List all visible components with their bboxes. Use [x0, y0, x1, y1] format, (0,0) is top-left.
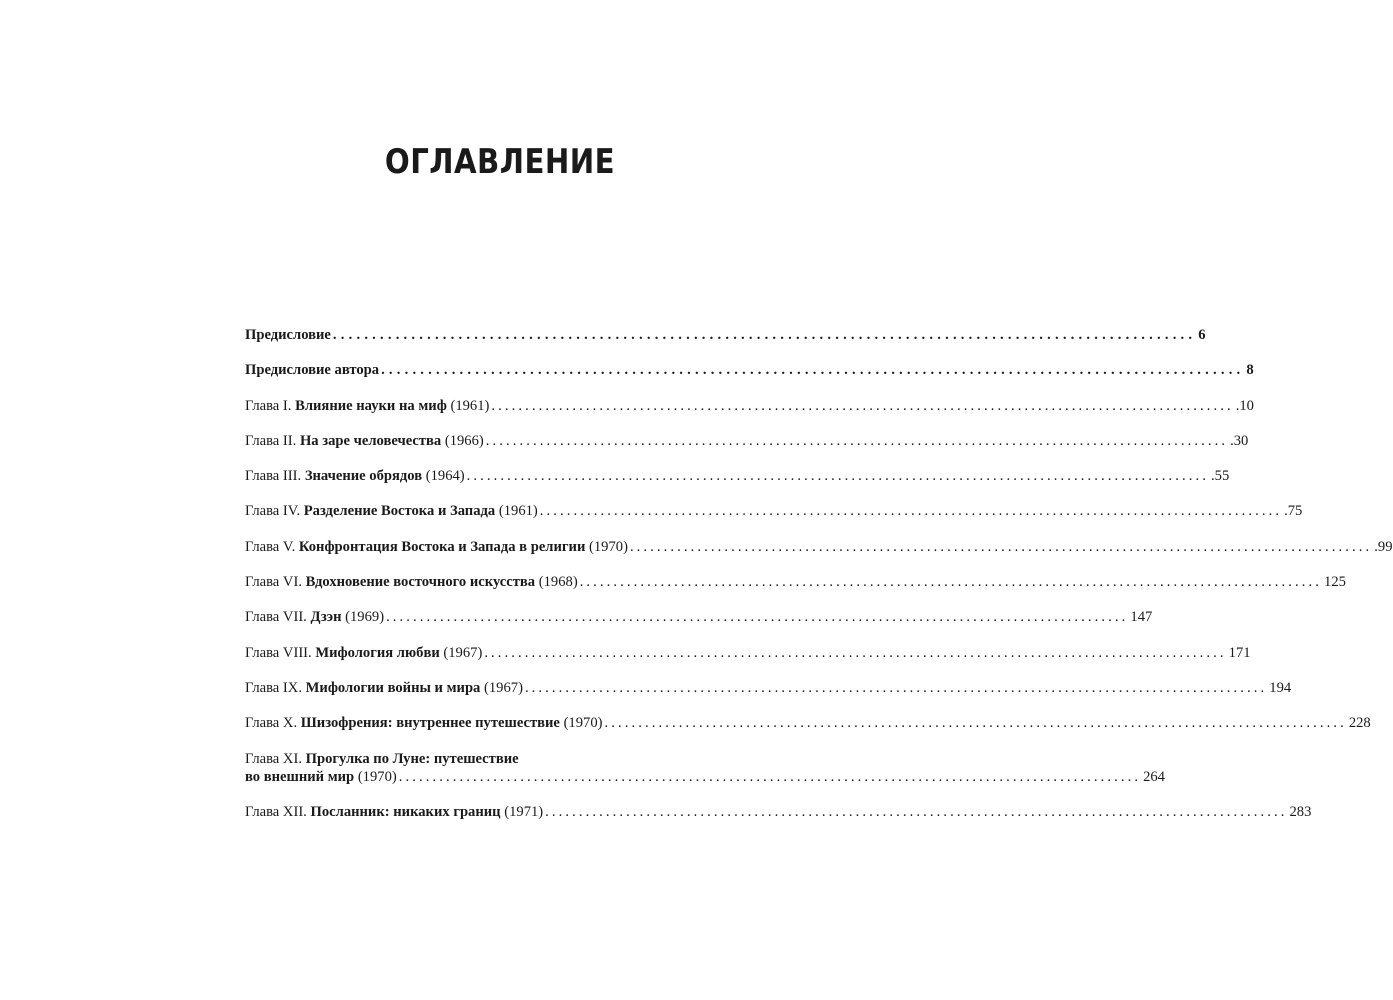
toc-page-number: .10 — [1235, 397, 1254, 414]
toc-leader-dots: .............................................................................................................. — [466, 468, 1209, 485]
toc-chapter-prefix: Глава VII. — [245, 609, 307, 626]
toc-entry-title: Вдохновение восточного искусства — [305, 574, 536, 591]
toc-entry-title: Конфронтация Востока и Запада в религии — [298, 538, 586, 555]
toc-entry-chapter-4[interactable] — [245, 502, 1303, 520]
table-of-contents — [245, 326, 1393, 838]
toc-entry-title-continued: во внешний мир — [245, 768, 355, 785]
toc-entry-title: Разделение Востока и Запада — [303, 503, 496, 520]
toc-page-number: 194 — [1269, 679, 1292, 696]
toc-chapter-prefix: Глава XI. — [245, 750, 302, 767]
toc-page-number: .55 — [1211, 468, 1230, 485]
toc-chapter-prefix: Глава X. — [245, 715, 298, 732]
toc-entry-year: (1966) — [444, 432, 484, 449]
toc-entry-year: (1970) — [563, 715, 603, 732]
toc-entry-chapter-2[interactable] — [245, 432, 1249, 450]
toc-entry-chapter-11[interactable] — [245, 750, 1165, 786]
toc-leader-dots: .............................................................................................................. — [386, 609, 1129, 626]
toc-leader-dots: .............................................................................................................. — [485, 432, 1229, 449]
toc-entry-year: (1971) — [504, 803, 544, 820]
toc-page-number: 283 — [1289, 803, 1312, 820]
toc-entry-chapter-9[interactable] — [245, 679, 1292, 697]
toc-page-number: 264 — [1143, 768, 1165, 785]
toc-entry-year: (1967) — [484, 679, 523, 696]
toc-entry-chapter-6[interactable] — [245, 573, 1346, 591]
toc-leader-dots: .............................................................................................................. — [629, 538, 1373, 555]
toc-entry-author-preface[interactable] — [245, 361, 1254, 379]
toc-entry-chapter-1[interactable] — [245, 397, 1254, 415]
toc-entry-chapter-7[interactable] — [245, 608, 1153, 626]
toc-page-number: 125 — [1324, 574, 1346, 591]
toc-entry-year: (1969) — [345, 609, 385, 626]
toc-chapter-prefix: Глава IV. — [245, 503, 301, 520]
toc-leader-dots: .............................................................................................................. — [398, 768, 1142, 785]
page-title: ОГЛАВЛЕНИЕ — [384, 142, 616, 182]
toc-entry-year: (1964) — [425, 468, 465, 485]
toc-chapter-prefix: Глава I. — [245, 397, 292, 414]
toc-entry-year: (1970) — [357, 768, 397, 785]
toc-entry-title: Прогулка по Луне: путешествие — [305, 750, 519, 767]
toc-leader-dots: .............................................................................................................. — [524, 679, 1268, 696]
toc-leader-dots: .............................................................................................................. — [381, 362, 1245, 379]
toc-chapter-prefix: Глава II. — [245, 432, 297, 449]
toc-page-number: .75 — [1284, 503, 1303, 520]
toc-chapter-prefix: Глава III. — [245, 468, 302, 485]
toc-entry-title: Влияние науки на миф — [295, 397, 447, 414]
toc-chapter-prefix: Глава VIII. — [245, 644, 312, 661]
toc-entry-year: (1970) — [589, 538, 628, 555]
toc-entry-chapter-8[interactable] — [245, 644, 1251, 662]
toc-leader-dots: .............................................................................................................. — [539, 503, 1283, 520]
toc-entry-title: Значение обрядов — [304, 468, 423, 485]
toc-entry-chapter-5[interactable] — [245, 538, 1393, 556]
toc-leader-dots: .............................................................................................................. — [604, 715, 1347, 732]
toc-page-number: 171 — [1228, 644, 1251, 661]
toc-entry-year: (1961) — [498, 503, 538, 520]
toc-page-number: .30 — [1230, 432, 1249, 449]
toc-entry-preface[interactable] — [245, 326, 1206, 344]
toc-page-number: .99 — [1374, 538, 1393, 555]
toc-entry-title: Дзэн — [310, 609, 342, 626]
toc-leader-dots: .............................................................................................................. — [545, 803, 1288, 820]
toc-leader-dots: .............................................................................................................. — [484, 644, 1227, 661]
toc-entry-year: (1961) — [450, 397, 490, 414]
toc-entry-title: Предисловие автора — [245, 362, 380, 379]
toc-leader-dots: .............................................................................................................. — [491, 397, 1234, 414]
toc-page-number: 228 — [1348, 715, 1371, 732]
toc-entry-chapter-12[interactable] — [245, 803, 1312, 821]
toc-leader-dots: .............................................................................................................. — [579, 574, 1323, 591]
toc-entry-title: Шизофрения: внутреннее путешествие — [300, 715, 560, 732]
toc-entry-title: Посланник: никаких границ — [310, 803, 501, 820]
toc-entry-year: (1967) — [443, 644, 483, 661]
toc-entry-chapter-10[interactable] — [245, 714, 1371, 732]
toc-chapter-prefix: Глава XII. — [245, 803, 307, 820]
toc-page-number: 147 — [1130, 609, 1153, 626]
toc-entry-title: Мифологии войны и мира — [305, 679, 481, 696]
toc-page-number: 6 — [1198, 327, 1206, 343]
toc-leader-dots: .............................................................................................................. — [332, 327, 1197, 343]
toc-entry-title: На заре человечества — [299, 432, 442, 449]
toc-entry-title: Предисловие — [245, 327, 331, 343]
toc-entry-year: (1968) — [538, 574, 578, 591]
toc-page-number: 8 — [1246, 362, 1254, 379]
toc-chapter-prefix: Глава VI. — [245, 574, 302, 591]
toc-chapter-prefix: Глава V. — [245, 538, 296, 555]
toc-entry-chapter-3[interactable] — [245, 467, 1230, 485]
toc-entry-title: Мифология любви — [315, 644, 440, 661]
toc-chapter-prefix: Глава IX. — [245, 679, 302, 696]
